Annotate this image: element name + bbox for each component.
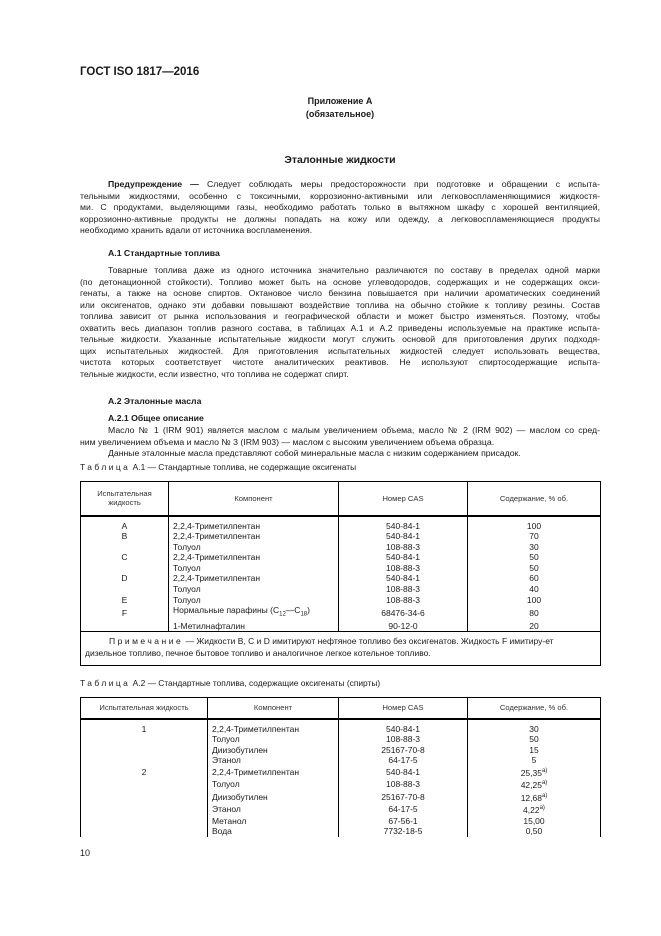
table-row	[81, 816, 601, 827]
cell-content: $42,25^{а)}$	[468, 778, 601, 790]
table-row	[81, 621, 601, 632]
cell-content: 30	[468, 542, 601, 553]
cell-fluid	[81, 734, 208, 745]
table-row	[81, 791, 601, 803]
footnote-marker: а)	[539, 805, 545, 812]
cell-content: $25,35^{а)}$	[468, 766, 601, 778]
cell-fluid: B	[81, 531, 169, 542]
table-row	[81, 745, 601, 756]
cell-fluid	[81, 563, 169, 574]
cell-cas: 540-84-1	[339, 766, 468, 778]
footnote-marker: а)	[541, 767, 548, 774]
page-title: Эталонные жидкости	[284, 154, 396, 166]
cell-fluid	[81, 755, 208, 766]
table-a2	[80, 697, 601, 837]
cell-cas: 108-88-3	[339, 584, 468, 595]
table-row	[81, 778, 601, 790]
cell-fluid	[81, 621, 169, 632]
column-header: Испытательная жидкость	[81, 482, 169, 516]
cell-cas: 540-84-1	[339, 531, 468, 542]
cell-fluid	[81, 803, 208, 815]
cell-component: 2,2,4-Триметилпентан	[169, 531, 339, 542]
table-row	[81, 584, 601, 595]
text-line: щих испытательных жидкостей. Для приготовления испытательных жидкостей следует использовать вещества,	[80, 345, 600, 356]
table-row	[81, 552, 601, 563]
cell-content: 100	[468, 516, 601, 532]
cell-content: 0,50	[468, 826, 601, 837]
column-header: Содержание, % об.	[468, 482, 601, 516]
text-line: ним увеличением объема и масло № 3 (IRM 903) — маслом с высоким увеличением объема образца.	[80, 436, 495, 447]
text-line: ми. С продуктами, выделяющими газы, необходимо работать только в вытяжном шкафу с хорошей вентиляцией,	[80, 202, 600, 212]
footnote-marker: а)	[541, 792, 548, 799]
warning-paragraph	[80, 179, 600, 237]
document-header: ГОСТ ISO 1817—2016	[80, 66, 200, 78]
cell-content: 80	[468, 605, 601, 620]
cell-cas: 540-84-1	[339, 516, 468, 532]
cell-component: Диизобутилен	[208, 791, 339, 803]
section-a1-paragraph	[80, 265, 600, 380]
cell-fluid	[81, 791, 208, 803]
cell-component: Диизобутилен	[208, 745, 339, 756]
cell-component: Толуол	[208, 734, 339, 745]
cell-fluid: D	[81, 573, 169, 584]
caption-label: Таблица	[80, 462, 131, 472]
cell-fluid	[81, 816, 208, 827]
appendix-status: (обязательное)	[305, 109, 375, 119]
cell-component: Толуол	[169, 563, 339, 574]
column-header: Номер CAS	[339, 698, 468, 719]
column-header: Испытательная жидкость	[81, 698, 208, 719]
cell-cas: 108-88-3	[339, 778, 468, 790]
cell-content: $12,68^{а)}$	[468, 791, 601, 803]
note-text: — Жидкости B, C и D имитируют нефтяное топливо без оксигенатов. Жидкость F имитиру-ет дизельное топливо, печное бытовое топливо и аналогичное легкое котельное топливо.	[85, 636, 554, 658]
cell-cas: 540-84-1	[339, 573, 468, 584]
cell-fluid: E	[81, 595, 169, 606]
text-line: топлива зависит от рынка использования и географической области и может быстро изменяться. Поэтому, чтобы	[80, 311, 600, 321]
table-row	[81, 595, 601, 606]
note-label: Примечание	[109, 636, 184, 647]
table-a2-caption	[80, 678, 380, 688]
section-a2-heading: А.2 Эталонные масла	[108, 396, 202, 406]
cell-component: Толуол	[208, 778, 339, 790]
page-number: 10	[80, 848, 91, 858]
table-row	[81, 826, 601, 837]
cell-cas: 25167-70-8	[339, 791, 468, 803]
cell-fluid: 1	[81, 719, 208, 735]
text-line: тельные жидкости, если известно, что топлива не содержат спирт.	[80, 368, 349, 379]
table-a1-note	[81, 632, 601, 666]
cell-content: 20	[468, 621, 601, 632]
cell-cas: 67-56-1	[339, 816, 468, 827]
table-row	[81, 516, 601, 532]
cell-fluid: F	[81, 605, 169, 620]
cell-cas: 540-84-1	[339, 552, 468, 563]
cell-content: 50	[468, 552, 601, 563]
column-header: Компонент	[208, 698, 339, 719]
cell-component: 2,2,4-Триметилпентан	[208, 766, 339, 778]
text-line: чистота которых соответствует чистоте аналитических реактивов. Не используют спиртосодержащие испыта-	[80, 357, 600, 367]
footnote-marker: а)	[541, 780, 548, 787]
cell-component: 2,2,4-Триметилпентан	[169, 573, 339, 584]
cell-component: Толуол	[169, 584, 339, 595]
section-a21-paragraph	[80, 425, 600, 448]
section-a21-heading: А.2.1 Общее описание	[108, 413, 204, 423]
cell-fluid	[81, 542, 169, 553]
text-line: охватить весь диапазон топлив разного состава, в таблицах А.1 и А.2 приведены используемые на практике испыта-	[80, 322, 600, 333]
cell-fluid	[81, 778, 208, 790]
cell-component: Вода	[208, 826, 339, 837]
cell-content: $4,22^{а)}$	[468, 803, 601, 815]
table-row	[81, 766, 601, 778]
cell-cas: 64-17-5	[339, 755, 468, 766]
cell-component: Этанол	[208, 755, 339, 766]
text-line: Товарные топлива даже из одного источника значительно различаются по составу в пределах одной марки	[108, 265, 600, 275]
cell-fluid: 2	[81, 766, 208, 778]
text-line: необходимо хранить вдали от источника воспламенения.	[80, 225, 313, 235]
cell-component: Толуол	[169, 542, 339, 553]
cell-component: Этанол	[208, 803, 339, 815]
table-row	[81, 573, 601, 584]
cell-cas: 25167-70-8	[339, 745, 468, 756]
cell-component: 1-Метилнафталин	[169, 621, 339, 632]
cell-content: 50	[468, 563, 601, 574]
subscript: 12	[279, 611, 286, 618]
cell-content: 70	[468, 531, 601, 542]
text-line: генаты, а также на основе спиртов. Октановое число бензина повышается при наличии ароматических соединений	[80, 288, 600, 298]
cell-content: 5	[468, 755, 601, 766]
text-line: тельные жидкости. Указанные испытательные жидкости могут служить основой для приготовления других подходя-	[80, 334, 600, 344]
text-line: (по детонационной стойкости). Топливо может быть на основе углеводородов, содержащих и не содержащих окси-	[80, 276, 600, 287]
cell-component: Метанол	[208, 816, 339, 827]
table-row	[81, 803, 601, 815]
table-row	[81, 563, 601, 574]
table-row	[81, 719, 601, 735]
cell-content: 60	[468, 573, 601, 584]
column-header: Содержание, % об.	[468, 698, 601, 719]
cell-cas: 68476-34-6	[339, 605, 468, 620]
caption-text: А.1 — Стандартные топлива, не содержащие оксигенаты	[130, 462, 357, 472]
text-line: или оксигенатов, однако эти добавки повышают воздействие топлива на обычно стойкие к топливу резины. Состав	[80, 299, 600, 310]
cell-cas: 108-88-3	[339, 595, 468, 606]
table-a1-caption	[80, 462, 356, 472]
cell-component: 2,2,4-Триметилпентан	[208, 719, 339, 735]
table-row	[81, 531, 601, 542]
subscript: 18	[300, 611, 308, 618]
cell-component: 2,2,4-Триметилпентан	[169, 552, 339, 563]
text-line: Масло № 1 (IRM 901) является маслом с малым увеличением объема, масло № 2 (IRM 902) — маслом со сред-	[108, 425, 600, 435]
table-a1	[80, 481, 601, 666]
section-a21-paragraph-2	[80, 448, 600, 460]
cell-fluid	[81, 745, 208, 756]
text-line: Предупреждение — Следует соблюдать меры предосторожности при подготовке и обращении с испыта-	[108, 179, 600, 189]
text-line: коррозионно-активные продукты не должны попадать на кожу или одежду, а легковоспламеняющиеся продукты	[80, 213, 600, 224]
cell-fluid	[81, 584, 169, 595]
cell-cas: 108-88-3	[339, 734, 468, 745]
section-a1-heading: А.1 Стандартные топлива	[108, 248, 220, 258]
cell-component: Нормальные парафины $(C_{12}—C_{18})$	[169, 605, 339, 620]
cell-fluid: A	[81, 516, 169, 532]
cell-cas: 540-84-1	[339, 719, 468, 735]
cell-fluid	[81, 826, 208, 837]
cell-cas: 7732-18-5	[339, 826, 468, 837]
text-line: тельными жидкостями, особенно с токсичными, коррозионно-активными или легковоспламеняющимися жидкостя-	[80, 190, 600, 201]
cell-cas: 90-12-0	[339, 621, 468, 632]
caption-label: Таблица	[80, 678, 131, 688]
cell-content: 50	[468, 734, 601, 745]
column-header: Компонент	[169, 482, 339, 516]
cell-cas: 64-17-5	[339, 803, 468, 815]
cell-fluid: C	[81, 552, 169, 563]
table-row	[81, 605, 601, 620]
caption-text: А.2 — Стандартные топлива, содержащие оксигенаты (спирты)	[130, 678, 381, 688]
cell-component: Толуол	[169, 595, 339, 606]
column-header: Номер CAS	[339, 482, 468, 516]
text-line: Данные эталонные масла представляют собой минеральные масла с низким содержанием присадок.	[108, 448, 521, 458]
cell-content: 40	[468, 584, 601, 595]
appendix-title: Приложение А	[307, 96, 373, 106]
cell-content: 100	[468, 595, 601, 606]
cell-content: 30	[468, 719, 601, 735]
table-row	[81, 734, 601, 745]
cell-content: 15	[468, 745, 601, 756]
warning-label: Предупреждение —	[108, 179, 199, 189]
cell-cas: 108-88-3	[339, 542, 468, 553]
cell-cas: 108-88-3	[339, 563, 468, 574]
table-row	[81, 755, 601, 766]
cell-content: 15,00	[468, 816, 601, 827]
cell-component: 2,2,4-Триметилпентан	[169, 516, 339, 532]
table-row	[81, 542, 601, 553]
